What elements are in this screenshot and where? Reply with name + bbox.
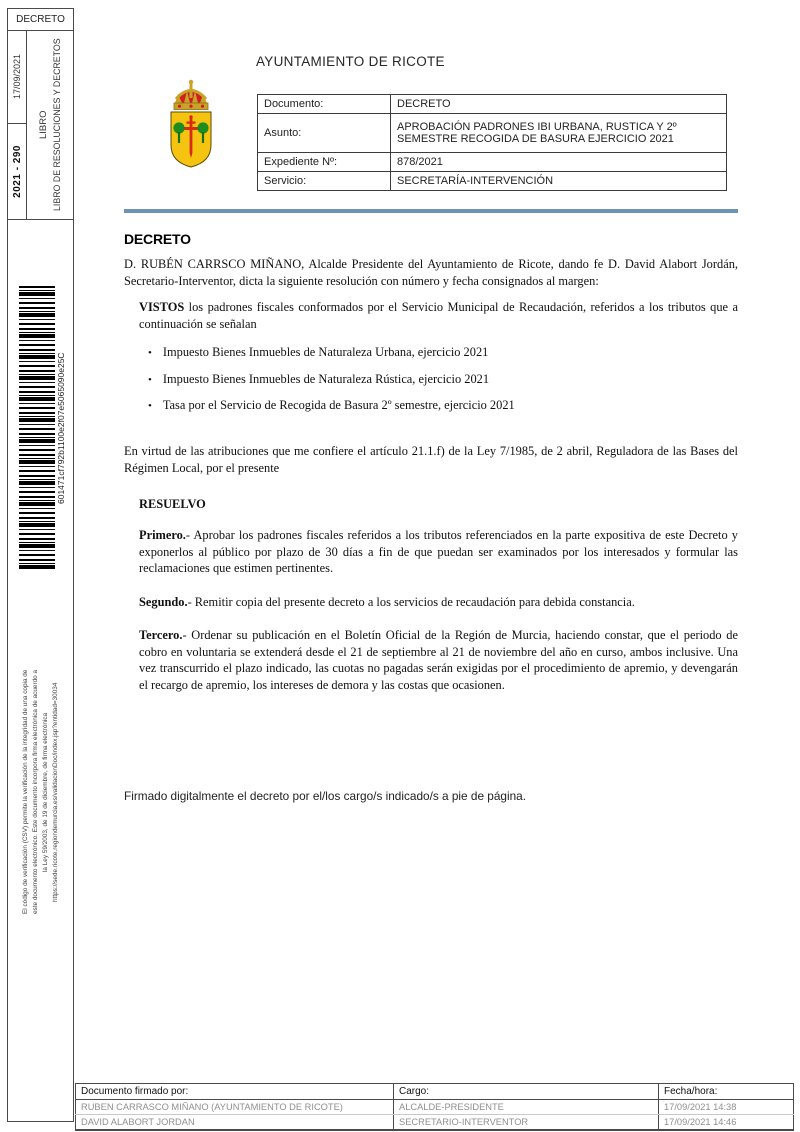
table-row <box>258 95 727 114</box>
organization-title: AYUNTAMIENTO DE RICOTE <box>256 54 445 69</box>
paragraph-lead: Primero. <box>139 528 186 542</box>
margin-doc-type: DECRETO <box>8 9 73 31</box>
signature-datetime: 17/09/2021 14:46 <box>659 1115 794 1131</box>
list-item <box>148 397 738 415</box>
paragraph-text: - Ordenar su publicación en el Boletín Oficial de la Región de Murcia, haciendo constar, que el periodo de cobro en voluntaria se extenderá desde el 21 de septiembre al 21 de noviembre del año en curso, ambos inclusive. Una vez transcurrido el plazo indicado, las cuotas no pagadas serán exigidas por el procedimiento de apremio, y devengarán el recargo de apremio, los intereses de demora y las costas que ocasionen. <box>139 628 738 692</box>
column-header-signed-by: Documento firmado por: <box>76 1084 394 1100</box>
signer-name: RUBEN CARRASCO MIÑANO (AYUNTAMIENTO DE RICOTE) <box>76 1100 394 1115</box>
list-item-text: Tasa por el Servicio de Recogida de Basura 2º semestre, ejercicio 2021 <box>162 398 515 413</box>
meta-label: Asunto: <box>258 114 391 153</box>
table-header-row <box>76 1084 794 1100</box>
paragraph-lead: Segundo. <box>139 595 188 609</box>
table-row <box>76 1100 794 1115</box>
margin-meta-left-column <box>8 31 27 219</box>
signature-table <box>75 1083 794 1131</box>
meta-label: Expediente Nº: <box>258 153 391 172</box>
paragraph-lead: Tercero. <box>139 628 183 642</box>
paragraph-text: - Aprobar los padrones fiscales referidos a los tributos referenciados en la parte expositiva de este Decreto y exponerlos al público por plazo de 30 días a fin de que puedan ser examinados por los interesados y formular las reclamaciones que estimen pertinentes. <box>139 528 738 576</box>
signature-datetime: 17/09/2021 14:38 <box>659 1100 794 1115</box>
signer-role: ALCALDE-PRESIDENTE <box>394 1100 659 1115</box>
ricote-coat-of-arms-icon <box>162 76 220 170</box>
list-item <box>148 344 738 362</box>
bullet-icon: • <box>148 400 152 413</box>
table-row <box>258 153 727 172</box>
tax-list <box>148 344 738 415</box>
bullet-icon: • <box>148 347 152 359</box>
paragraph-lead: VISTOS <box>139 300 185 314</box>
header-divider <box>124 209 738 213</box>
document-metadata-table <box>257 94 727 191</box>
meta-label: Servicio: <box>258 172 391 191</box>
meta-value: APROBACIÓN PADRONES IBI URBANA, RUSTICA Y 2º SEMESTRE RECOGIDA DE BASURA EJERCICIO 2021 <box>391 114 727 153</box>
decree-heading: DECRETO <box>124 231 191 247</box>
list-item-text: Impuesto Bienes Inmuebles de Naturaleza Rústica, ejercicio 2021 <box>162 371 490 386</box>
bullet-icon: • <box>148 373 152 386</box>
table-row <box>258 114 727 153</box>
meta-value: DECRETO <box>391 95 727 114</box>
margin-decree-number: 2021 - 290 <box>11 145 23 198</box>
paragraph-text: - Remitir copia del presente decreto a los servicios de recaudación para debida constancia. <box>187 595 635 609</box>
list-item-text: Impuesto Bienes Inmuebles de Naturaleza Urbana, ejercicio 2021 <box>162 345 489 359</box>
paragraph-text: los padrones fiscales conformados por el Servicio Municipal de Recaudación, referidos a los tributos que a continuación se señalan <box>139 300 738 331</box>
meta-label: Documento: <box>258 95 391 114</box>
verification-barcode-icon <box>19 286 55 570</box>
csv-note-line: la Ley 59/2003, de 19 de diciembre, de firma electrónica <box>42 712 49 872</box>
digital-signature-note: Firmado digitalmente el decreto por el/los cargo/s indicado/s a pie de página. <box>124 789 526 803</box>
csv-note-line: este documento electrónico. Este documento incorpora firma electrónica de acuerdo a <box>32 669 39 915</box>
csv-verification-url: https://sede.ricote.regiondemurcia.es/validacionDoc/index.jsp?entidad=30034 <box>52 682 59 902</box>
margin-date-cell <box>8 31 26 124</box>
primero-paragraph <box>139 527 738 577</box>
csv-legal-note <box>8 596 73 988</box>
margin-number-cell <box>8 124 26 219</box>
meta-value: 878/2021 <box>391 153 727 172</box>
segundo-paragraph <box>139 594 738 611</box>
list-item <box>148 371 738 389</box>
margin-meta-box <box>8 31 73 220</box>
column-header-datetime: Fecha/hora: <box>659 1084 794 1100</box>
margin-book-column <box>27 31 73 219</box>
margin-tab <box>7 8 74 1122</box>
margin-book-label: LIBRO <box>38 110 49 140</box>
table-row <box>258 172 727 191</box>
en-virtud-paragraph: En virtud de las atribuciones que me confiere el artículo 21.1.f) de la Ley 7/1985, de 2 abril, Reguladora de las Bases del Régimen Local, por el presente <box>124 444 738 475</box>
meta-value: SECRETARÍA-INTERVENCIÓN <box>391 172 727 191</box>
vistos-paragraph <box>139 299 738 332</box>
csv-note-line: El código de verificación (CSV) permite la verificación de la integridad de una copia de <box>22 669 29 915</box>
signer-role: SECRETARIO-INTERVENTOR <box>394 1115 659 1131</box>
table-row <box>76 1115 794 1131</box>
csv-code: 601471cf792b1100e2f07e5065090e25C <box>56 352 66 504</box>
resuelvo-heading: RESUELVO <box>139 497 206 511</box>
margin-date: 17/09/2021 <box>12 54 22 100</box>
intro-paragraph: D. RUBÉN CARRSCO MIÑANO, Alcalde Presidente del Ayuntamiento de Ricote, dando fe D. David Alabort Jordán, Secretario-Interventor, dicta la siguiente resolución con número y fecha consignados al margen: <box>124 257 738 288</box>
signer-name: DAVID ALABORT JORDAN <box>76 1115 394 1131</box>
tercero-paragraph <box>139 627 738 693</box>
margin-book-title: LIBRO DE RESOLUCIONES Y DECRETOS <box>52 38 62 212</box>
column-header-role: Cargo: <box>394 1084 659 1100</box>
